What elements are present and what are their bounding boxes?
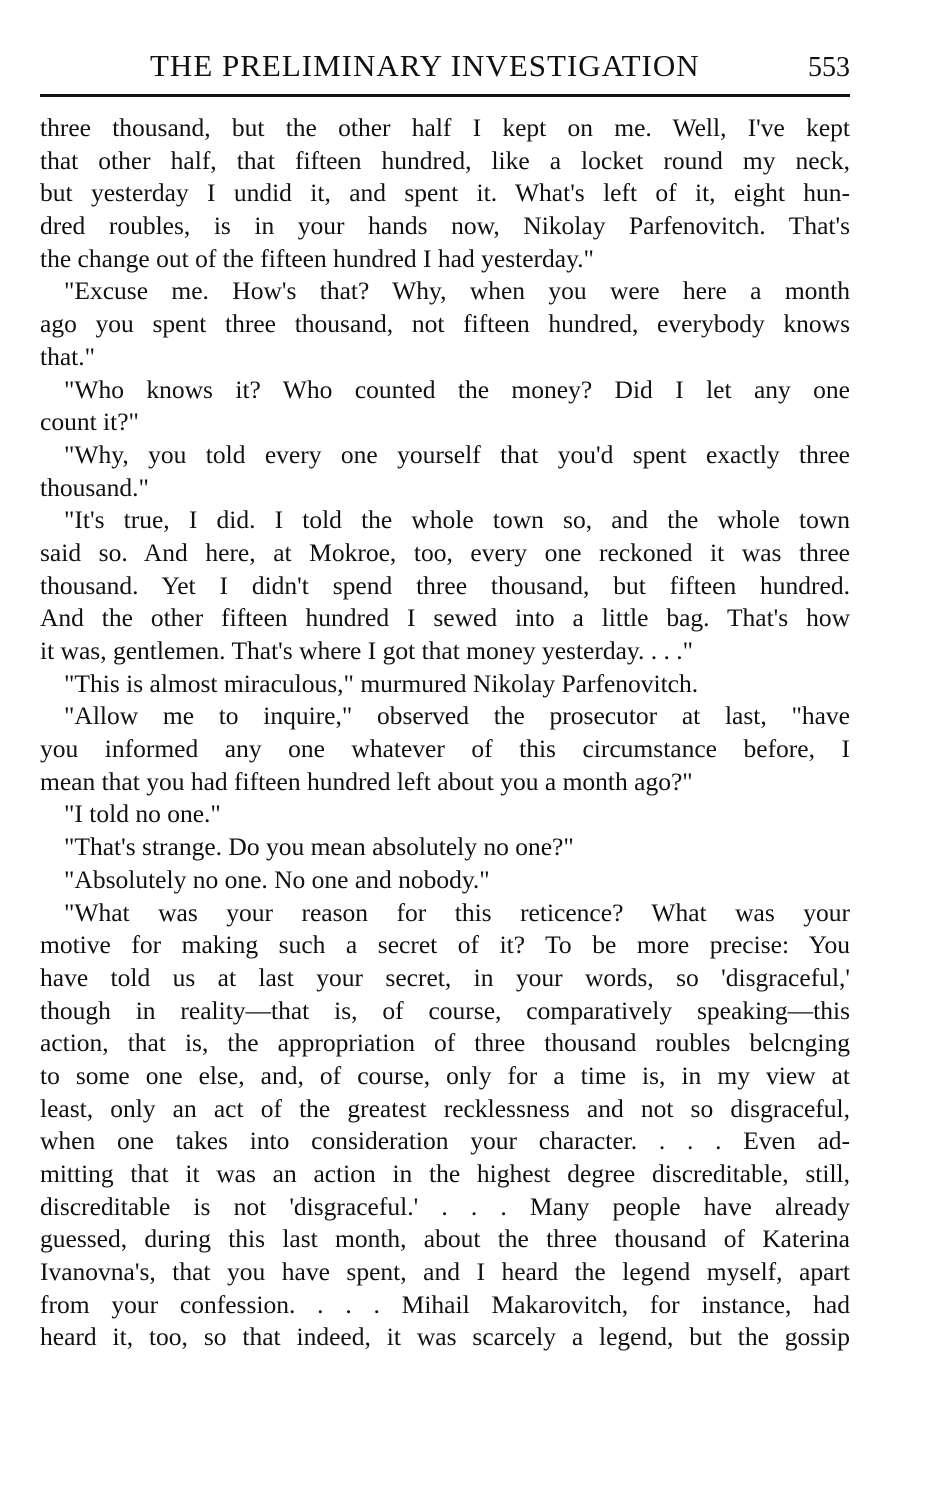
- text-line: "I told no one.": [64, 799, 221, 829]
- text-line: from your confession. . . . Mihail Makarovitch, for instance, had: [40, 1289, 850, 1319]
- text-line: "This is almost miraculous," murmured Nikolay Parfenovitch.: [64, 668, 699, 698]
- text-line: mitting that it was an action in the highest degree discreditable, still,: [40, 1159, 850, 1188]
- text-line: count it?": [40, 407, 139, 437]
- text-line: mean that you had fifteen hundred left about you a month ago?": [40, 766, 693, 796]
- text-line: to some one else, and, of course, only for a time is, in my view at: [40, 1060, 850, 1090]
- text-line: "Allow me to inquire," observed the prosecutor at last, "have: [64, 701, 850, 731]
- text-line: least, only an act of the greatest recklessness and not so disgraceful,: [40, 1093, 850, 1123]
- text-line: Ivanovna's, that you have spent, and I heard the legend myself, apart: [40, 1257, 850, 1287]
- body-text: [40, 112, 850, 1354]
- text-line: dred roubles, is in your hands now, Nikolay Parfenovitch. That's: [40, 211, 850, 241]
- text-line: though in reality—that is, of course, comparatively speaking—this: [40, 995, 850, 1025]
- page-number: 553: [808, 52, 850, 83]
- text-line: that.": [40, 341, 96, 371]
- text-line: And the other fifteen hundred I sewed into a little bag. That's how: [40, 603, 850, 633]
- text-line: "Excuse me. How's that? Why, when you were here a month: [64, 276, 850, 306]
- text-line: three thousand, but the other half I kept on me. Well, I've kept: [40, 113, 850, 142]
- header-rule: [40, 94, 850, 97]
- text-line: "What was your reason for this reticence? What was your: [64, 897, 850, 927]
- text-line: "Absolutely no one. No one and nobody.": [64, 864, 490, 894]
- text-line: have told us at last your secret, in your words, so 'disgraceful,': [40, 962, 850, 992]
- text-line: you informed any one whatever of this circumstance before, I: [40, 734, 850, 764]
- text-line: when one takes into consideration your character. . . . Even ad-: [40, 1126, 850, 1156]
- text-line: "It's true, I did. I told the whole town so, and the whole town: [64, 505, 850, 535]
- chapter-title: THE PRELIMINARY INVESTIGATION: [150, 48, 700, 83]
- text-line: heard it, too, so that indeed, it was scarcely a legend, but the gossip: [40, 1322, 850, 1352]
- text-line: "Why, you told every one yourself that you'd spent exactly three: [64, 439, 850, 469]
- running-header: [40, 46, 850, 86]
- text-line: the change out of the fifteen hundred I had yesterday.": [40, 243, 594, 273]
- text-line: but yesterday I undid it, and spent it. What's left of it, eight hun-: [40, 178, 850, 208]
- text-line: guessed, during this last month, about the three thousand of Katerina: [40, 1224, 850, 1254]
- text-line: thousand. Yet I didn't spend three thousand, but fifteen hundred.: [40, 570, 850, 600]
- text-line: motive for making such a secret of it? To be more precise: You: [40, 930, 850, 960]
- text-line: it was, gentlemen. That's where I got that money yesterday. . . .": [40, 636, 694, 665]
- text-line: action, that is, the appropriation of three thousand roubles belcnging: [40, 1028, 850, 1058]
- text-line: ago you spent three thousand, not fifteen hundred, everybody knows: [40, 309, 850, 339]
- text-line: that other half, that fifteen hundred, like a locket round my neck,: [40, 145, 850, 175]
- text-line: said so. And here, at Mokroe, too, every one reckoned it was three: [40, 537, 850, 567]
- text-line: "That's strange. Do you mean absolutely no one?": [64, 832, 574, 862]
- text-line: discreditable is not 'disgraceful.' . . . Many people have already: [40, 1191, 850, 1221]
- text-line: "Who knows it? Who counted the money? Did I let any one: [64, 374, 850, 404]
- text-line: thousand.": [40, 472, 149, 502]
